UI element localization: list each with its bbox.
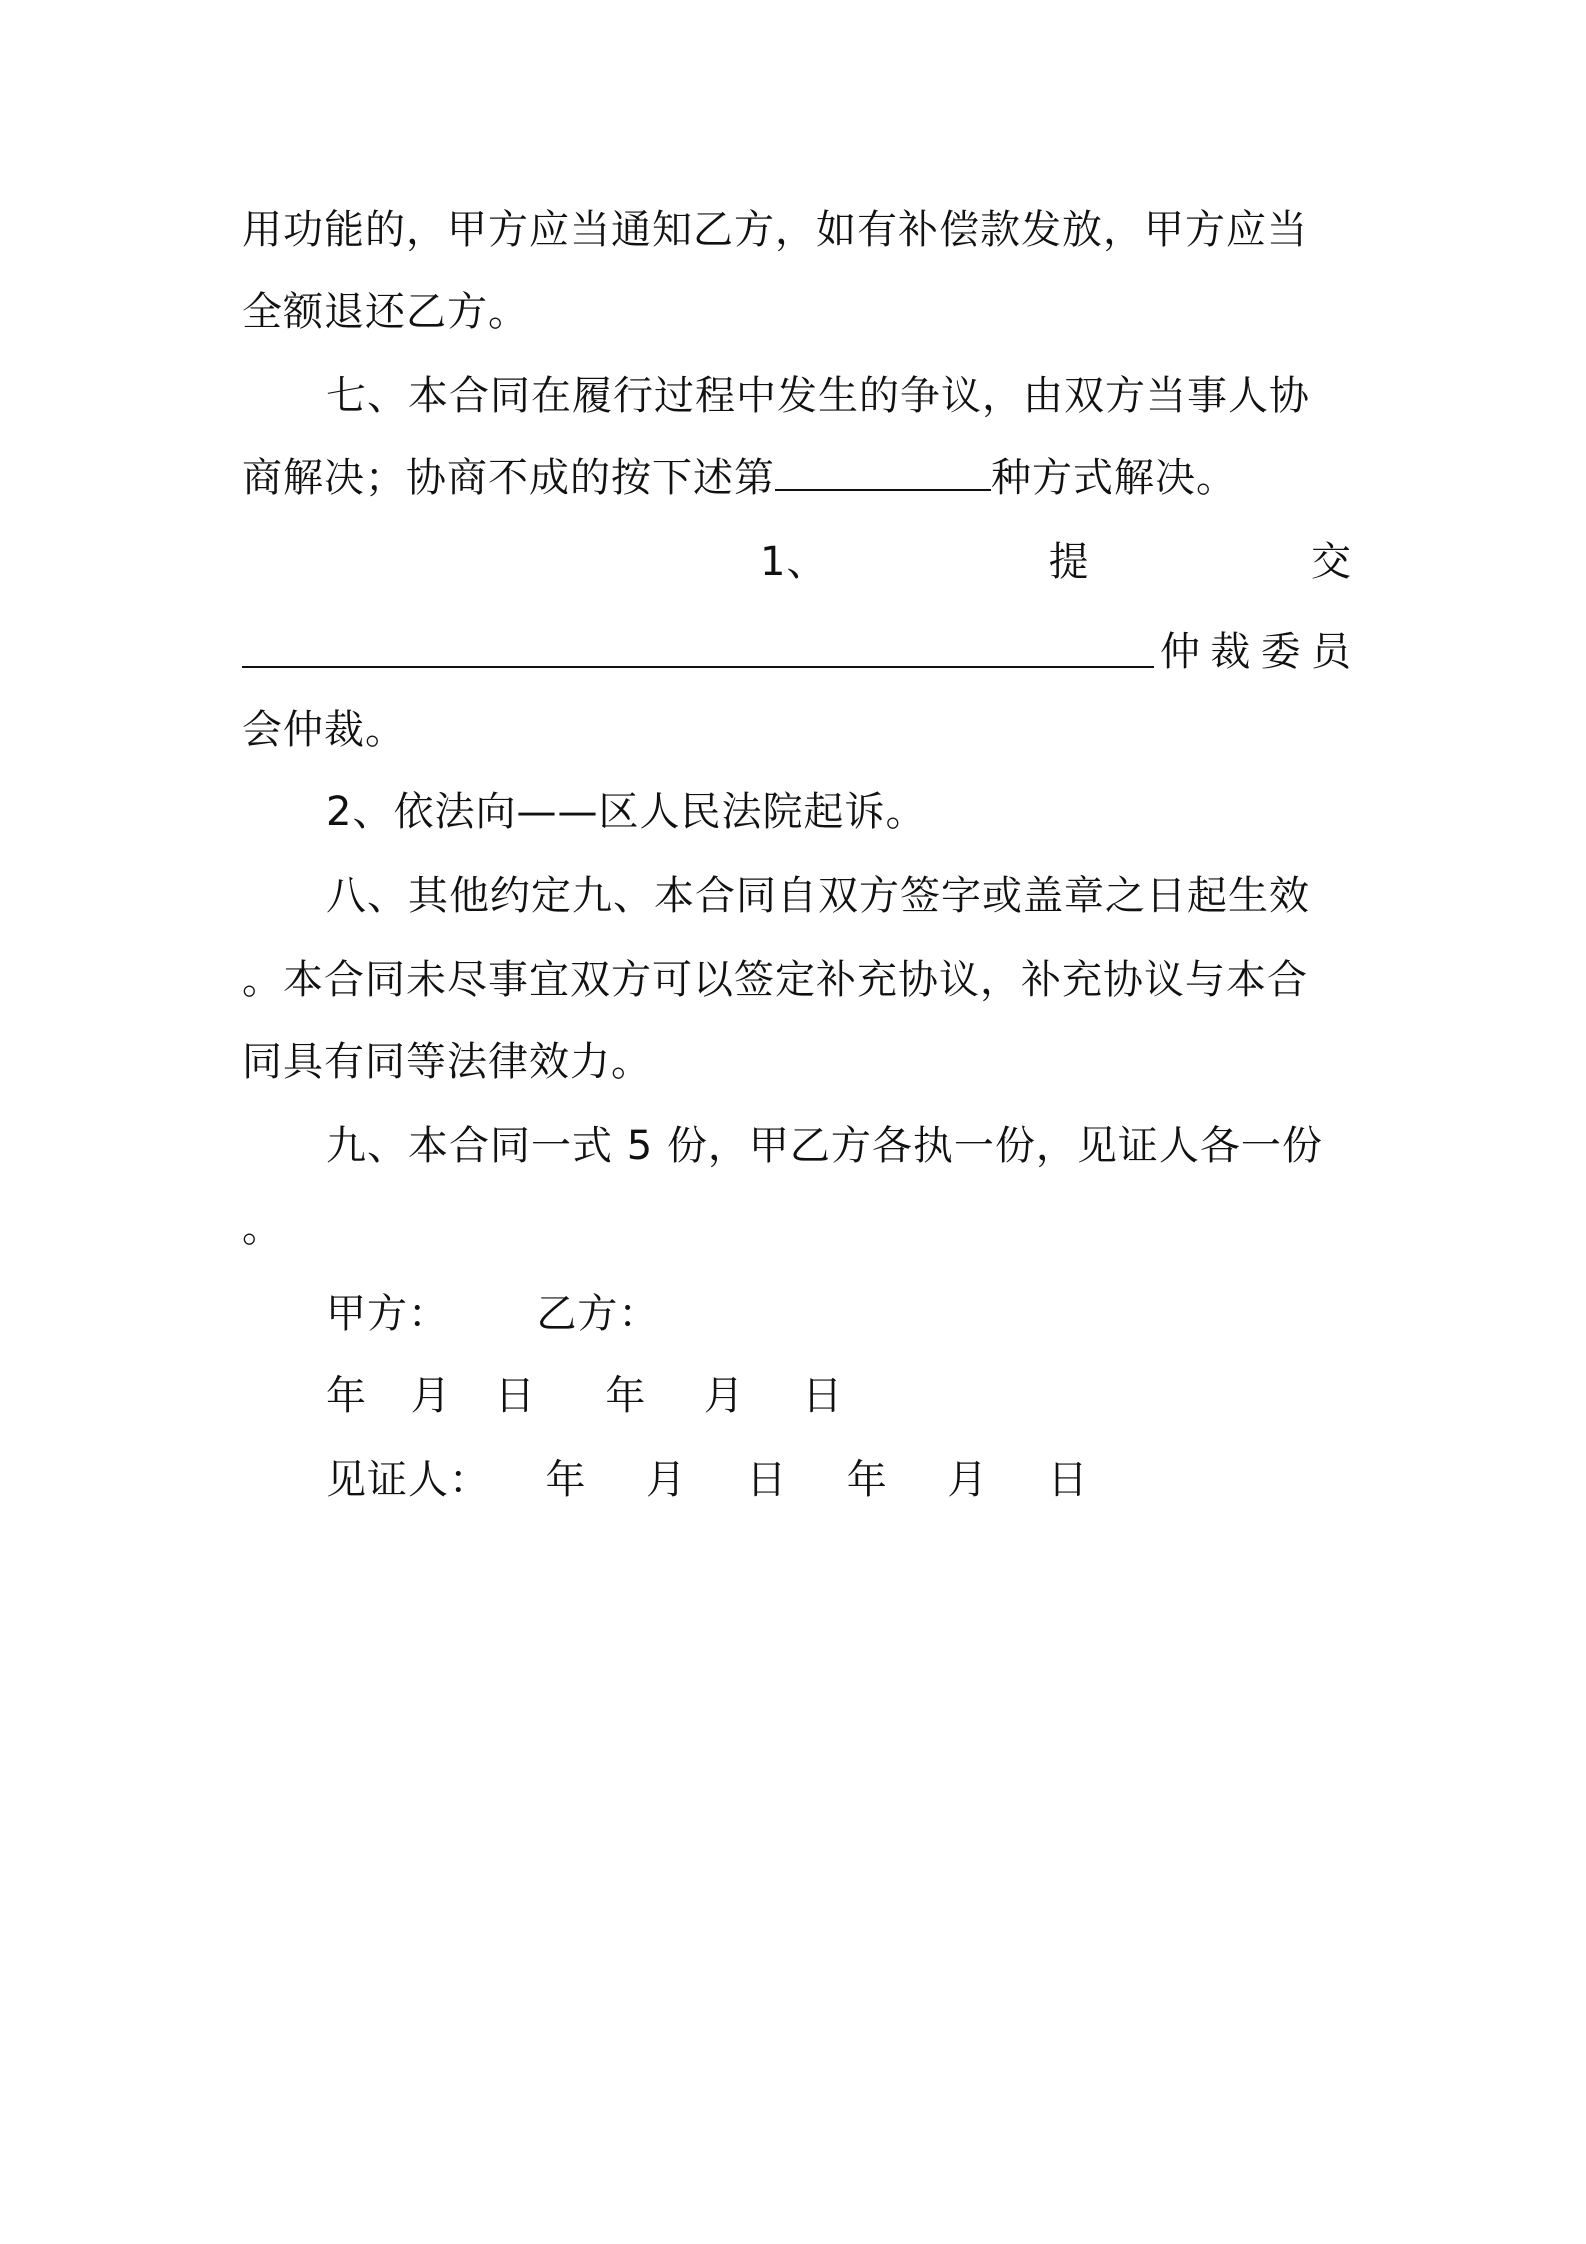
option-1-char-zhong: 仲 [1160,629,1201,675]
signature-date-row [326,1370,1352,1422]
clause-7-text-before-blank: 商解决；协商不成的按下述第 [242,455,775,501]
option-1-char-wei: 委 [1260,629,1302,675]
arbitration-commission-blank [242,630,1154,668]
clause-9-line-2: 。 [242,1205,283,1251]
option-1-continuation [1160,626,1352,678]
clause-7-line-2 [242,452,1352,504]
clause-7-line-1: 七、本合同在履行过程中发生的争议，由双方当事人协 [326,373,1310,419]
clause-9-line-1: 九、本合同一式 5 份，甲乙方各执一份，见证人各一份 [326,1123,1323,1169]
party-a-label: 甲方： [326,1291,449,1337]
witness-year-a: 年 [545,1457,587,1503]
date-day-b: 日 [802,1373,844,1419]
date-month-a: 月 [410,1373,452,1419]
paragraph-6-line-1: 用功能的，甲方应当通知乙方，如有补偿款发放，甲方应当 [242,207,1308,253]
option-1-line-3: 会仲裁。 [242,707,406,753]
option-1-word-jiao: 交 [1310,539,1352,585]
date-day-a: 日 [494,1373,536,1419]
witness-day-b: 日 [1047,1457,1089,1503]
witness-month-b: 月 [947,1457,989,1503]
date-month-b: 月 [703,1373,745,1419]
clause-8-line-1: 八、其他约定九、本合同自双方签字或盖章之日起生效 [326,873,1310,919]
witness-row [326,1454,1352,1506]
option-1-line-1 [760,536,1352,588]
date-year-a: 年 [326,1373,367,1419]
option-1-word-ti: 提 [1048,539,1090,585]
date-year-b: 年 [605,1373,647,1419]
witness-year-b: 年 [846,1457,888,1503]
option-1-number: 1、 [760,539,828,585]
option-2: 2、依法向——区人民法院起诉。 [326,789,927,835]
clause-8-line-3: 同具有同等法律效力。 [242,1039,652,1085]
witness-label: 见证人： [326,1457,490,1503]
clause-7-text-after-blank: 种方式解决。 [991,455,1237,501]
option-1-line-2 [242,626,1352,678]
signature-parties-row [326,1288,1352,1340]
option-1-char-cai: 裁 [1210,629,1252,675]
witness-month-a: 月 [645,1457,687,1503]
method-number-blank [775,453,991,491]
clause-8-line-2: 。本合同未尽事宜双方可以签定补充协议，补充协议与本合 [242,957,1308,1003]
paragraph-6-line-2: 全额退还乙方。 [242,289,529,335]
party-b-label: 乙方： [536,1291,660,1337]
option-1-char-yuan: 员 [1310,629,1352,675]
witness-day-a: 日 [746,1457,788,1503]
